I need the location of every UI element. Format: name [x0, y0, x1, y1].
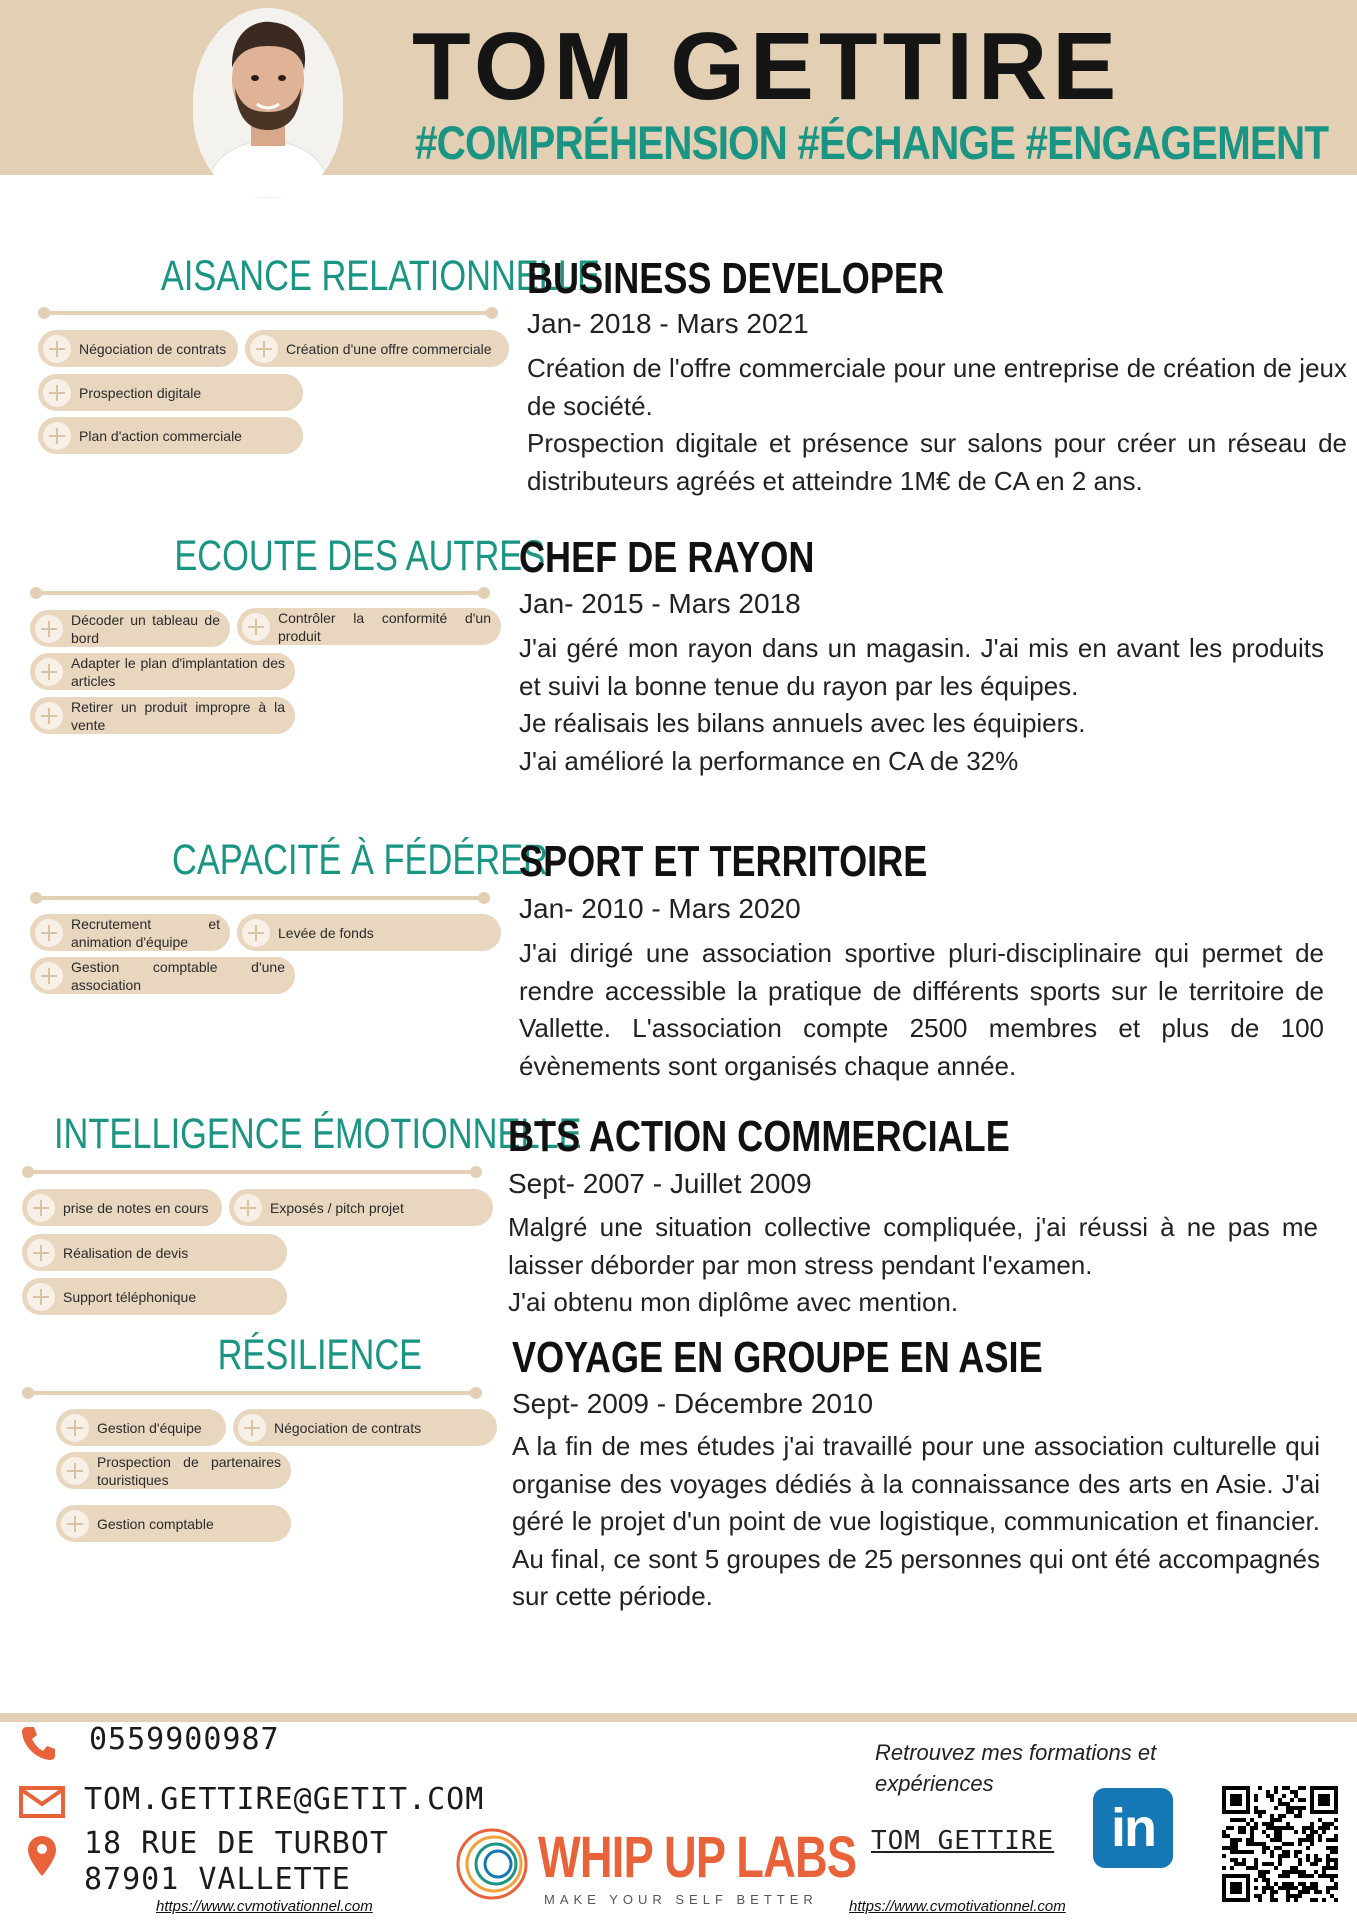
skill-pill: Support téléphonique	[22, 1278, 287, 1315]
profile-name-link[interactable]: TOM GETTIRE	[871, 1826, 1055, 1856]
experience-title: BUSINESS DEVELOPER	[527, 254, 945, 303]
phone-icon	[19, 1723, 59, 1768]
skill-pill: Plan d'action commerciale	[38, 417, 303, 454]
plus-icon	[61, 1510, 89, 1538]
qr-code-pattern	[1222, 1786, 1338, 1902]
plus-icon	[35, 919, 63, 947]
skill-section-title: ECOUTE DES AUTRES	[174, 532, 546, 580]
skill-pill: Décoder un tableau de bord	[30, 610, 230, 647]
experience-title: BTS ACTION COMMERCIALE	[508, 1112, 1010, 1161]
plus-icon	[35, 615, 63, 643]
experience-title: CHEF DE RAYON	[519, 533, 815, 582]
plus-icon	[27, 1194, 55, 1222]
plus-icon	[43, 335, 71, 363]
skill-pill: Réalisation de devis	[22, 1234, 287, 1271]
page-title: TOM GETTIRE	[412, 13, 1122, 120]
plus-icon	[250, 335, 278, 363]
experience-dates: Jan- 2010 - Mars 2020	[519, 893, 801, 924]
linkedin-icon[interactable]: in	[1093, 1788, 1173, 1868]
skill-pill: Exposés / pitch projet	[229, 1189, 493, 1226]
skill-pill: Prospection de partenaires touristiques	[56, 1452, 291, 1489]
skill-pill: prise de notes en cours	[22, 1189, 222, 1226]
plus-icon	[43, 379, 71, 407]
plus-icon	[234, 1194, 262, 1222]
logo-slogan: MAKE YOUR SELF BETTER	[544, 1892, 818, 1907]
phone-number[interactable]: 0559900987	[89, 1722, 280, 1757]
section-divider	[34, 896, 486, 900]
experience-description: Création de l'offre commerciale pour une entreprise de création de jeux de société. Prospection digitale et présence sur salons pour créer un réseau de distributeurs agréés et atteindre 1M€ de CA en 2 ans.	[527, 353, 1347, 496]
skill-section-title: CAPACITÉ À FÉDÉRER	[171, 836, 548, 884]
skill-pill: Contrôler la conformité d'un produit	[237, 608, 501, 645]
experience-dates: Sept- 2007 - Juillet 2009	[508, 1168, 812, 1199]
skill-pill: Adapter le plan d'implantation des articles	[30, 653, 295, 690]
plus-icon	[35, 702, 63, 730]
email-icon	[19, 1786, 65, 1823]
section-divider	[42, 311, 494, 315]
plus-icon	[35, 962, 63, 990]
plus-icon	[242, 919, 270, 947]
experience-description: J'ai géré mon rayon dans un magasin. J'ai mis en avant les produits et suivi la bonne tenue du rayon par les équipes. Je réalisais les bilans annuels avec les équipiers. J'ai amélioré la performance en CA de 32%	[519, 633, 1324, 776]
skill-section-title: INTELLIGENCE ÉMOTIONNELLE	[54, 1110, 582, 1158]
experience-description: J'ai dirigé une association sportive pluri-disciplinaire qui permet de rendre accessible la pratique de différents sports sur le territoire de Vallette. L'association compte 2500 membres et plus de 100 évènements sont organisés chaque année.	[519, 938, 1324, 1081]
skill-pill: Gestion comptable d'une association	[30, 957, 295, 994]
skill-pill: Négociation de contrats	[233, 1409, 497, 1446]
skill-pill: Gestion d'équipe	[56, 1409, 226, 1446]
skill-pill: Recrutement et animation d'équipe	[30, 914, 230, 951]
plus-icon	[27, 1283, 55, 1311]
website-link[interactable]: https://www.cvmotivationnel.com	[849, 1898, 1066, 1915]
portrait-illustration	[193, 8, 343, 198]
tagline: #COMPRÉHENSION #ÉCHANGE #ENGAGEMENT	[415, 116, 1329, 169]
qr-code[interactable]	[1222, 1786, 1338, 1902]
skill-pill: Prospection digitale	[38, 374, 303, 411]
experience-dates: Jan- 2018 - Mars 2021	[527, 308, 809, 339]
plus-icon	[27, 1239, 55, 1267]
footer-divider	[0, 1713, 1357, 1722]
skill-pill: Création d'une offre commerciale	[245, 330, 509, 367]
section-divider	[26, 1391, 478, 1395]
skill-pill: Négociation de contrats	[38, 330, 238, 367]
skill-section-title: RÉSILIENCE	[217, 1331, 423, 1379]
plus-icon	[61, 1457, 89, 1485]
plus-icon	[238, 1414, 266, 1442]
plus-icon	[43, 422, 71, 450]
email-address[interactable]: TOM.GETTIRE@GETIT.COM	[84, 1782, 485, 1817]
address-line-2: 87901 VALLETTE	[84, 1862, 351, 1897]
skill-pill: Retirer un produit impropre à la vente	[30, 697, 295, 734]
location-pin-icon	[26, 1834, 58, 1883]
experience-dates: Jan- 2015 - Mars 2018	[519, 588, 801, 619]
experience-title: SPORT ET TERRITOIRE	[519, 837, 928, 886]
section-divider	[26, 1170, 478, 1174]
plus-icon	[242, 613, 270, 641]
section-divider	[34, 591, 486, 595]
plus-icon	[35, 658, 63, 686]
skill-pill: Gestion comptable	[56, 1505, 291, 1542]
logo-wordmark: WHIP UP LABS	[538, 1825, 857, 1890]
experience-title: VOYAGE EN GROUPE EN ASIE	[512, 1333, 1043, 1382]
website-link[interactable]: https://www.cvmotivationnel.com	[156, 1898, 373, 1915]
experience-dates: Sept- 2009 - Décembre 2010	[512, 1388, 874, 1419]
whip-up-labs-logo	[452, 1822, 857, 1912]
skill-section-title: AISANCE RELATIONNELLE	[160, 252, 600, 300]
skill-pill: Levée de fonds	[237, 914, 501, 951]
plus-icon	[61, 1414, 89, 1442]
experience-description: Malgré une situation collective compliquée, j'ai réussi à ne pas me laisser déborder par mon stress pendant l'examen. J'ai obtenu mon diplôme avec mention.	[508, 1212, 1318, 1317]
profile-invitation-text: Retrouvez mes formations et expériences	[875, 1740, 1157, 1796]
profile-photo	[193, 8, 343, 198]
address-line-1: 18 RUE DE TURBOT	[84, 1826, 389, 1861]
experience-description: A la fin de mes études j'ai travaillé pour une association culturelle qui organise des voyages dédiés à la connaissance des arts en Asie. J'ai géré le projet d'un point de vue logistique, communication et financier. Au final, ce sont 5 groupes de 25 personnes qui ont été accompagnés sur cette période.	[512, 1431, 1320, 1611]
